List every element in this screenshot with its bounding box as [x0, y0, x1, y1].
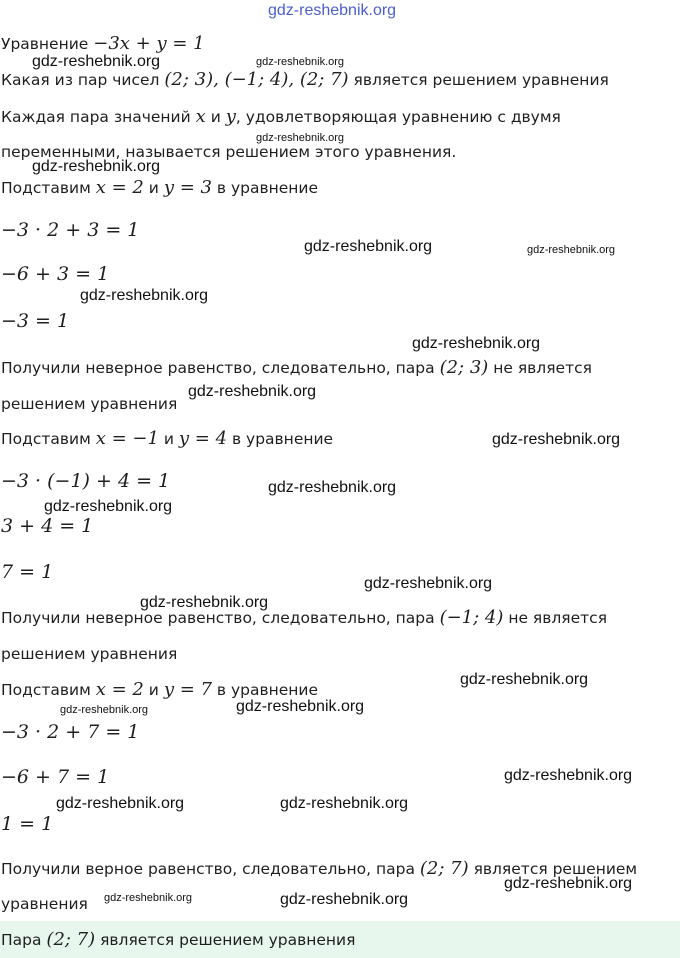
math: (2; 7) — [46, 929, 96, 950]
text: Подставим — [1, 430, 96, 448]
result-line: решением уравнения — [1, 645, 178, 663]
watermark: gdz-reshebnik.org — [56, 795, 185, 812]
watermark: gdz-reshebnik.org — [304, 238, 433, 255]
math: x = 2 — [95, 679, 144, 700]
equation: 3 + 4 = 1 — [1, 515, 94, 537]
watermark: gdz-reshebnik.org — [32, 158, 161, 175]
text: в уравнение — [227, 430, 334, 448]
watermark: gdz-reshebnik.org — [280, 891, 409, 908]
math: y = 3 — [163, 177, 212, 198]
watermark: gdz-reshebnik.org — [504, 767, 633, 784]
text: Пара — [1, 931, 47, 949]
watermark: gdz-reshebnik.org — [504, 875, 633, 892]
result-line: уравнения — [1, 895, 88, 913]
watermark: gdz-reshebnik.org — [364, 575, 493, 592]
watermark: gdz-reshebnik.org — [268, 2, 397, 19]
text: Каждая пара значений — [1, 108, 196, 126]
text: и — [143, 681, 164, 699]
watermark: gdz-reshebnik.org — [256, 56, 345, 68]
equation-line — [1, 33, 205, 54]
watermark: gdz-reshebnik.org — [80, 287, 209, 304]
watermark: gdz-reshebnik.org — [236, 698, 365, 715]
math: (2; 3) — [439, 357, 489, 378]
text: является решением — [468, 860, 638, 878]
math: y = 7 — [163, 679, 212, 700]
text: Получили неверное равенство, следовательно, пара — [1, 359, 440, 377]
watermark: gdz-reshebnik.org — [527, 244, 616, 256]
equation: −3 · 2 + 3 = 1 — [1, 219, 140, 241]
text: и — [205, 108, 226, 126]
text: Какая из пар чисел — [1, 71, 165, 89]
watermark: gdz-reshebnik.org — [256, 132, 345, 144]
equation: −3 · 2 + 7 = 1 — [1, 721, 140, 743]
text: в уравнение — [211, 681, 319, 699]
substitution-line — [1, 679, 318, 700]
question-line — [1, 69, 609, 90]
text: является решением уравнения — [348, 71, 609, 89]
answer-box — [0, 921, 680, 958]
result-line — [1, 858, 637, 879]
math: y = 4 — [178, 428, 228, 449]
watermark: gdz-reshebnik.org — [104, 892, 193, 904]
math: x = 2 — [95, 177, 144, 198]
watermark: gdz-reshebnik.org — [492, 431, 621, 448]
math: x = −1 — [95, 428, 159, 449]
text: и — [158, 430, 179, 448]
text: Получили верное равенство, следовательно, пара — [1, 860, 420, 878]
watermark: gdz-reshebnik.org — [412, 335, 541, 352]
math: (2; 3), (−1; 4), (2; 7) — [164, 69, 349, 90]
text: , удовлетворяющая уравнению с двумя — [235, 108, 561, 126]
equation: −3 · (−1) + 4 = 1 — [1, 470, 171, 492]
watermark: gdz-reshebnik.org — [60, 704, 149, 716]
text: в уравнение — [211, 179, 319, 197]
substitution-line — [1, 177, 318, 198]
text: Уравнение — [1, 35, 94, 53]
math: x — [195, 106, 206, 127]
substitution-line — [1, 428, 333, 449]
text: Подставим — [1, 681, 96, 699]
watermark: gdz-reshebnik.org — [140, 594, 269, 611]
text: является решением уравнения — [95, 931, 356, 949]
text: Подставим — [1, 179, 96, 197]
watermark: gdz-reshebnik.org — [32, 53, 161, 70]
equation: 7 = 1 — [1, 561, 54, 583]
watermark: gdz-reshebnik.org — [188, 383, 317, 400]
text: и — [143, 179, 164, 197]
text: не является — [503, 609, 608, 627]
text: не является — [488, 359, 592, 377]
watermark: gdz-reshebnik.org — [460, 671, 589, 688]
equation: −6 + 3 = 1 — [1, 263, 110, 285]
math: (−1; 4) — [439, 607, 504, 628]
equation: 1 = 1 — [1, 813, 54, 835]
math: −3x + y = 1 — [93, 33, 205, 54]
math: y — [225, 106, 236, 127]
definition-line — [1, 143, 456, 161]
equation: −3 = 1 — [1, 310, 70, 332]
result-line: решением уравнения — [1, 395, 178, 413]
text: переменными, называется решением этого уравнения. — [1, 143, 457, 161]
equation: −6 + 7 = 1 — [1, 766, 110, 788]
text: Получили неверное равенство, следовательно, пара — [1, 609, 440, 627]
definition-line — [1, 106, 561, 127]
watermark: gdz-reshebnik.org — [280, 795, 409, 812]
answer-line — [1, 929, 355, 950]
watermark: gdz-reshebnik.org — [268, 479, 397, 496]
result-line — [1, 357, 592, 378]
result-line — [1, 607, 607, 628]
math: (2; 7) — [419, 858, 469, 879]
watermark: gdz-reshebnik.org — [44, 498, 173, 515]
